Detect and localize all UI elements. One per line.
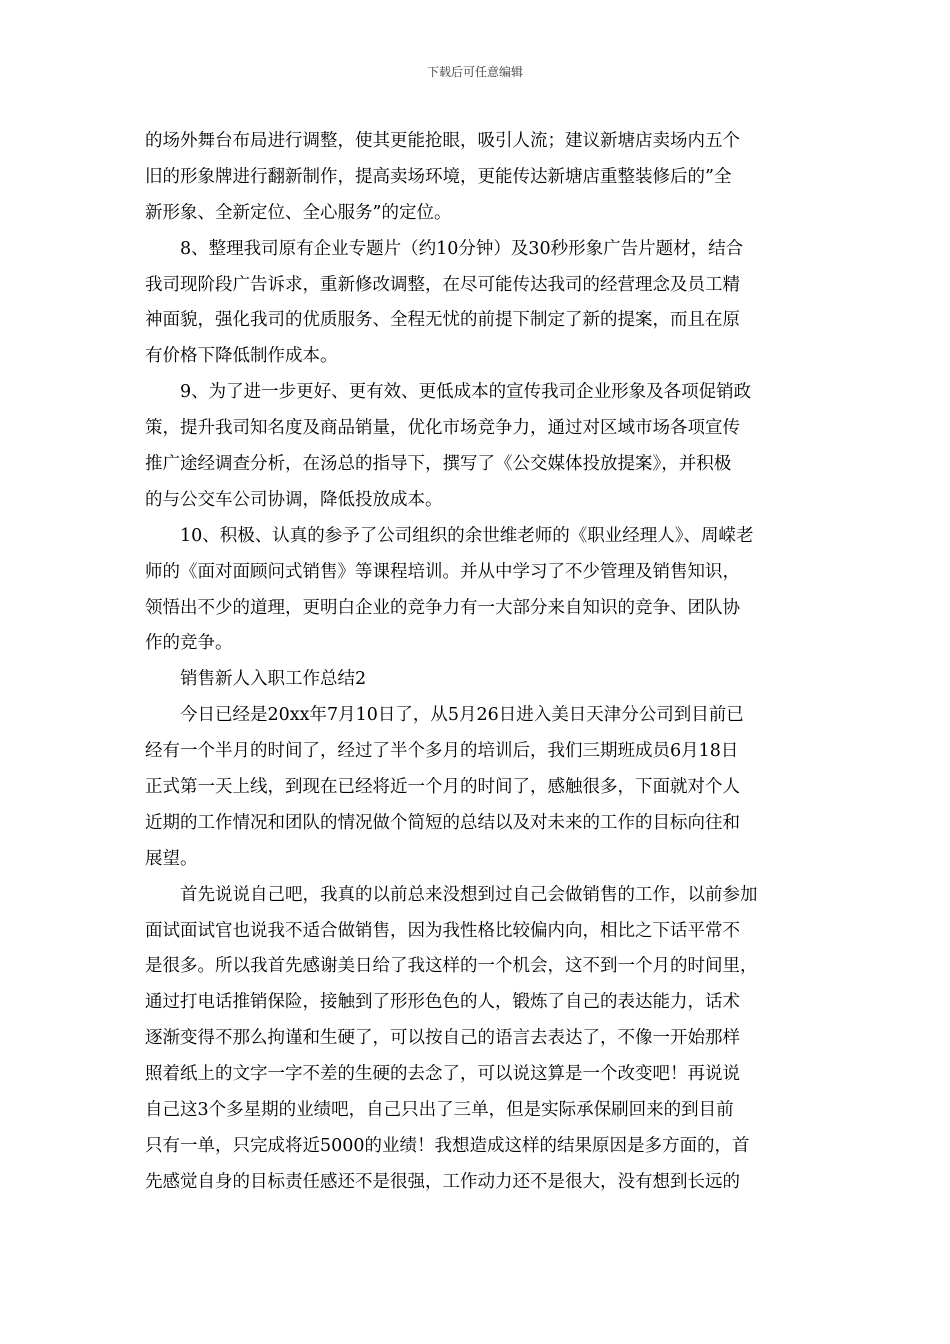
text-line: 领悟出不少的道理，更明白企业的竞争力有一大部分来自知识的竞争、团队协 — [145, 597, 740, 618]
text-line: 新形象、全新定位、全心服务”的定位。 — [145, 202, 452, 223]
text-line: 是很多。所以我首先感谢美日给了我这样的一个机会，这不到一个月的时间里， — [145, 956, 758, 977]
text-line: 正式第一天上线，到现在已经将近一个月的时间了，感触很多，下面就对个人 — [145, 777, 740, 798]
text-line: 师的《面对面顾问式销售》等课程培训。并从中学习了不少管理及销售知识， — [145, 561, 740, 582]
text-line: 10、积极、认真的参予了公司组织的余世维老师的《职业经理人》、周嵘老 — [180, 525, 754, 546]
text-line: 面试面试官也说我不适合做销售，因为我性格比较偏内向，相比之下话平常不 — [145, 920, 740, 941]
text-line: 8、整理我司原有企业专题片（约10分钟）及30秒形象广告片题材，结合 — [180, 238, 744, 259]
text-line: 作的竞争。 — [145, 633, 233, 654]
text-line: 旧的形象牌进行翻新制作，提高卖场环境，更能传达新塘店重整装修后的”全 — [145, 166, 732, 187]
page-header: 下载后可任意编辑 — [426, 65, 523, 79]
text-line: 先感觉自身的目标责任感还不是很强，工作动力还不是很大，没有想到长远的 — [145, 1171, 740, 1192]
text-line: 有价格下降低制作成本。 — [145, 346, 338, 367]
text-line: 的场外舞台布局进行调整，使其更能抢眼，吸引人流；建议新塘店卖场内五个 — [145, 131, 740, 151]
text-line: 策，提升我司知名度及商品销量，优化市场竞争力，通过对区域市场各项宣传 — [145, 418, 740, 439]
text-line: 照着纸上的文字一字不差的生硬的去念了，可以说这算是一个改变吧！再说说 — [145, 1064, 740, 1085]
text-line: 近期的工作情况和团队的情况做个简短的总结以及对未来的工作的目标向往和 — [145, 812, 740, 833]
text-line: 今日已经是20xx年7月10日了，从5月26日进入美日天津分公司到目前已 — [180, 705, 744, 726]
text-line: 通过打电话推销保险，接触到了形形色色的人，锻炼了自己的表达能力，话术 — [145, 992, 740, 1013]
text-line: 首先说说自己吧，我真的以前总来没想到过自己会做销售的工作，以前参加 — [180, 884, 758, 905]
text-line: 神面貌，强化我司的优质服务、全程无忧的前提下制定了新的提案，而且在原 — [145, 310, 740, 331]
text-line: 推广途经调查分析，在汤总的指导下，撰写了《公交媒体投放提案》，并积极 — [145, 454, 732, 475]
text-line: 我司现阶段广告诉求，重新修改调整，在尽可能传达我司的经营理念及员工精 — [145, 274, 740, 295]
text-line: 销售新人入职工作总结2 — [180, 669, 367, 690]
text-line: 经有一个半月的时间了，经过了半个多月的培训后，我们三期班成员6月18日 — [145, 741, 739, 762]
text-line: 逐渐变得不那么拘谨和生硬了，可以按自己的语言去表达了，不像一开始那样 — [145, 1028, 740, 1049]
text-line: 只有一单，只完成将近5000的业绩！我想造成这样的结果原因是多方面的，首 — [145, 1135, 750, 1156]
text-line: 展望。 — [145, 848, 198, 869]
text-line: 自己这3个多星期的业绩吧，自己只出了三单，但是实际承保刷回来的到目前 — [145, 1100, 734, 1121]
text-line: 的与公交车公司协调，降低投放成本。 — [145, 489, 443, 510]
document-body — [145, 124, 815, 1201]
text-line: 9、为了进一步更好、更有效、更低成本的宣传我司企业形象及各项促销政 — [180, 382, 752, 403]
